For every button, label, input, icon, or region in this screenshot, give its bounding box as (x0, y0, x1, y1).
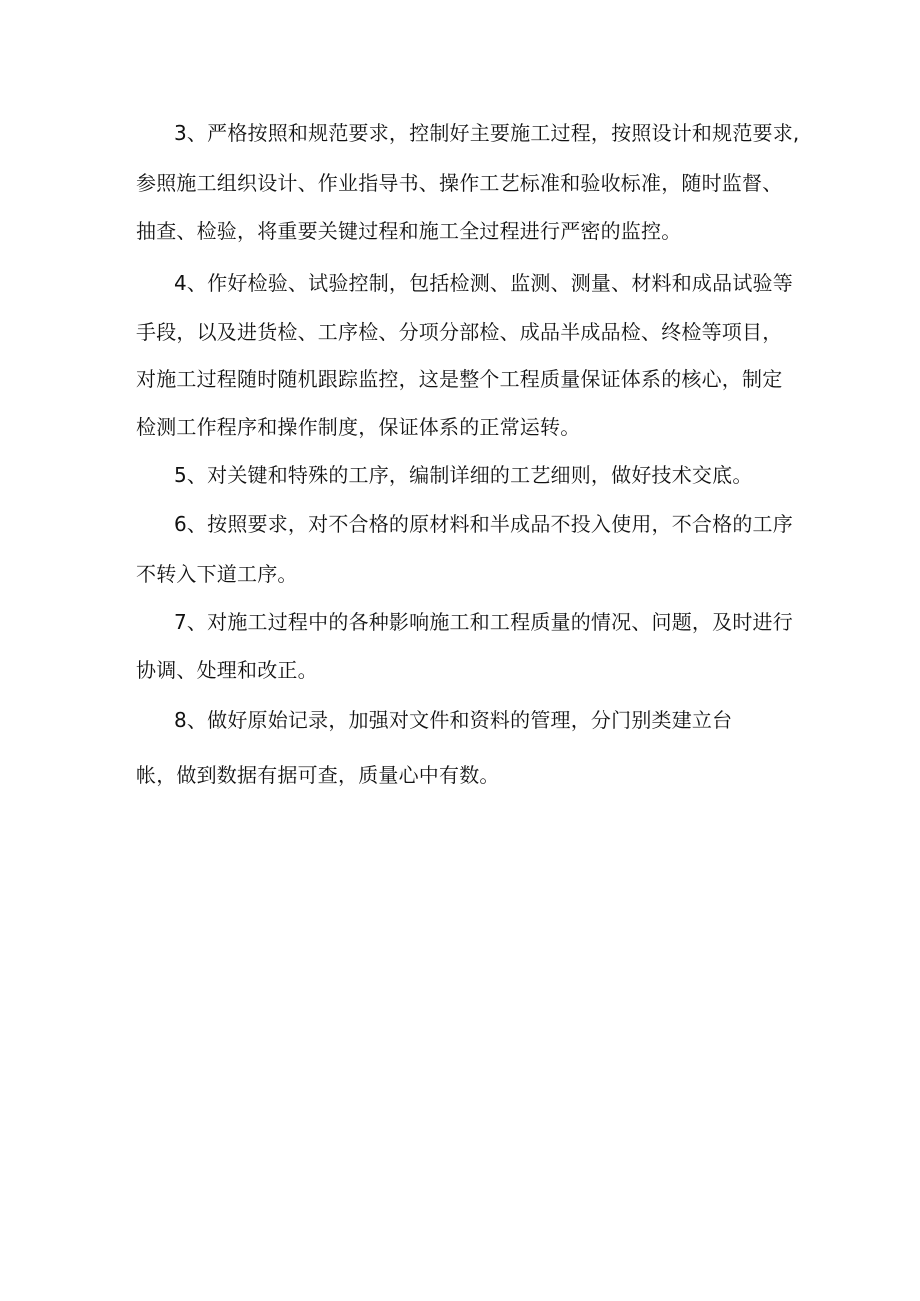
text-line: 7、对施工过程中的各种影响施工和工程质量的情况、问题，及时进行 (174, 610, 793, 634)
text-line: 5、对关键和特殊的工序，编制详细的工艺细则，做好技术交底。 (174, 463, 753, 487)
text-line: 对施工过程随时随机跟踪监控，这是整个工程质量保证体系的核心，制定 (136, 367, 783, 391)
text-line: 帐，做到数据有据可查，质量心中有数。 (136, 763, 500, 787)
text-line: 协调、处理和改正。 (136, 658, 318, 682)
text-line: 6、按照要求，对不合格的原材料和半成品不投入使用，不合格的工序 (174, 512, 793, 536)
text-line: 检测工作程序和操作制度，保证体系的正常运转。 (136, 415, 581, 439)
text-line: 参照施工组织设计、作业指导书、操作工艺标准和验收标准，随时监督、 (136, 171, 783, 195)
text-line: 不转入下道工序。 (136, 562, 298, 586)
text-line: 抽查、检验，将重要关键过程和施工全过程进行严密的监控。 (136, 219, 682, 243)
text-line: 3、严格按照和规范要求，控制好主要施工过程，按照设计和规范要求, (174, 121, 800, 145)
text-line: 4、作好检验、试验控制，包括检测、监测、测量、材料和成品试验等 (174, 271, 793, 295)
text-line: 8、做好原始记录，加强对文件和资料的管理，分门别类建立台 (174, 708, 733, 732)
text-line: 手段，以及进货检、工序检、分项分部检、成品半成品检、终检等项目， (136, 320, 783, 344)
